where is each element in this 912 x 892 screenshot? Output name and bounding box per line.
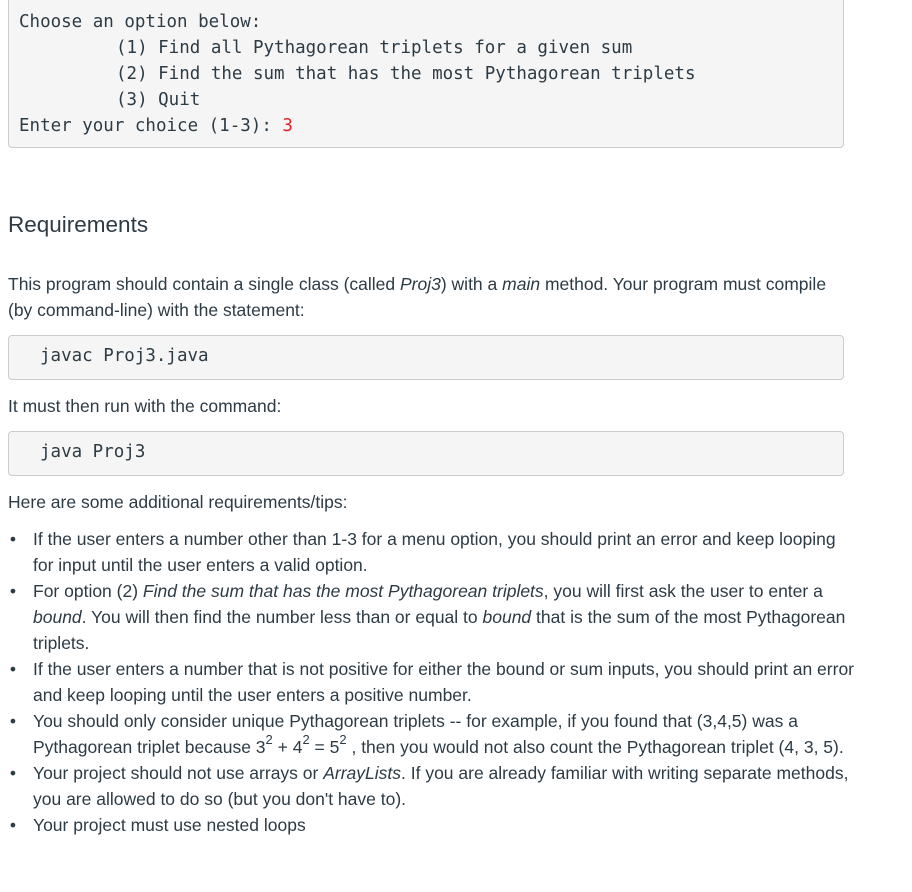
tip-emphasis: bound: [33, 607, 82, 627]
tip-text: that is the sum of the most Pythagorean triplets.: [33, 607, 846, 653]
console-prompt: Enter your choice (1-3):: [19, 116, 283, 136]
run-intro: It must then run with the command:: [8, 396, 282, 416]
tip-emphasis: bound: [482, 607, 532, 627]
tip-item: [8, 760, 858, 812]
tip-text: If the user enters a number that is not positive for either the bound or sum inputs, you should print an error and keep looping until the user enters a positive number.: [33, 659, 855, 705]
class-name: Proj3: [400, 274, 441, 294]
tip-text: . You will then find the number less than or equal to: [81, 607, 483, 627]
main-method: main: [502, 274, 541, 294]
tip-text: , then you would not also count the Pythagorean triplet (4, 3, 5).: [346, 737, 844, 757]
bullet-icon: •: [9, 529, 17, 549]
console-answer: 3: [282, 116, 293, 136]
bullet-icon: •: [9, 815, 17, 835]
tip-text: + 4: [272, 737, 303, 757]
tips-list: [8, 526, 858, 838]
tip-text: = 5: [309, 737, 340, 757]
console-option-2: (2) Find the sum that has the most Pythagorean triplets: [116, 64, 696, 84]
tip-item: [8, 578, 858, 656]
superscript: 2: [302, 732, 310, 748]
tip-item: [8, 656, 858, 708]
compile-command-box: [8, 335, 844, 380]
console-option-3: (3) Quit: [116, 90, 201, 110]
requirements-heading: Requirements: [8, 212, 149, 237]
console-output-box: [8, 0, 844, 148]
tips-intro: Here are some additional requirements/tips:: [8, 492, 348, 512]
tip-item: [8, 812, 858, 838]
compile-command: javac Proj3.java: [40, 346, 209, 366]
requirements-intro: [8, 271, 848, 323]
bullet-icon: •: [9, 581, 17, 601]
tip-text: You should only consider unique Pythagorean triplets -- for example, if you found that (3,4,5) was a Pythagorean triplet because 3: [33, 711, 798, 757]
intro-text-3: method. Your program must compile (by command-line) with the statement:: [8, 274, 827, 320]
tip-text: . If you are already familiar with writing separate methods, you are allowed to do so (but you don't have to).: [33, 763, 849, 809]
tip-text: Your project must use nested loops: [33, 815, 306, 835]
console-line-header: Choose an option below:: [19, 12, 262, 32]
tip-text: If the user enters a number other than 1-3 for a menu option, you should print an error and keep looping for input until the user enters a valid option.: [33, 529, 836, 575]
superscript: 2: [265, 732, 273, 748]
superscript: 2: [339, 732, 347, 748]
tip-emphasis: Find the sum that has the most Pythagorean triplets: [142, 581, 544, 601]
intro-text-1: This program should contain a single class (called: [8, 274, 400, 294]
bullet-icon: •: [9, 711, 17, 731]
run-command-box: [8, 431, 844, 476]
tip-text: Your project should not use arrays or: [33, 763, 324, 783]
bullet-icon: •: [9, 763, 17, 783]
tip-text: , you will first ask the user to enter a: [543, 581, 823, 601]
console-option-1: (1) Find all Pythagorean triplets for a given sum: [116, 38, 633, 58]
tip-emphasis: ArrayLists: [323, 763, 402, 783]
intro-text-2: ) with a: [440, 274, 503, 294]
tip-item: [8, 708, 858, 760]
tip-item: [8, 526, 858, 578]
console-prompt-line: [19, 113, 843, 139]
bullet-icon: •: [9, 659, 17, 679]
run-command: java Proj3: [40, 442, 146, 462]
tip-text: For option (2): [33, 581, 143, 601]
